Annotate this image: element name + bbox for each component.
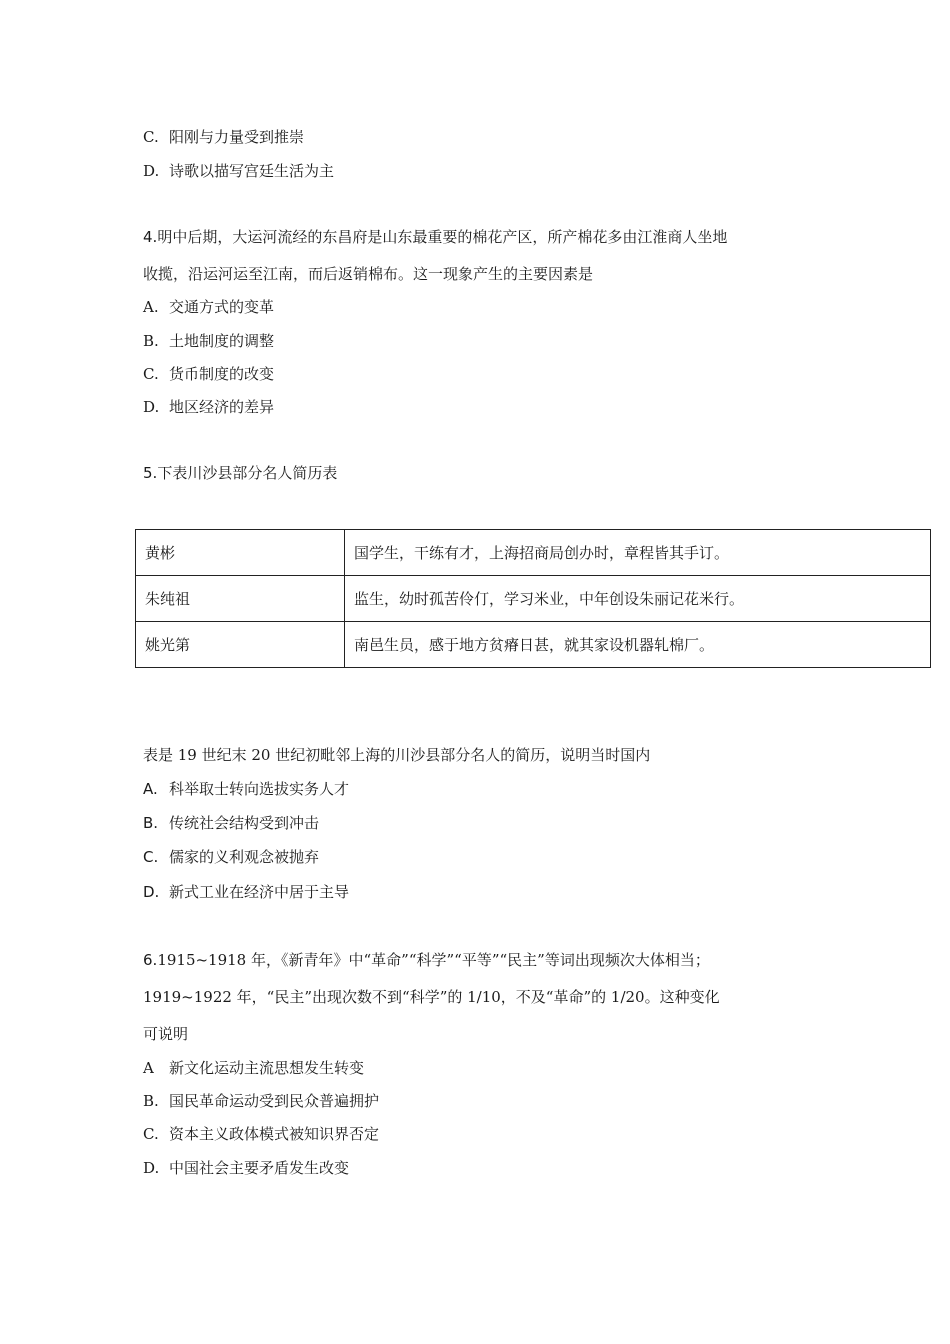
option-text: 资本主义政体模式被知识界否定 — [169, 1125, 380, 1143]
question-stem: 下表川沙县部分名人简历表 — [157, 464, 338, 482]
q4-option-d — [143, 397, 274, 417]
option-text: 货币制度的改变 — [169, 365, 275, 383]
option-text: 国民革命运动受到民众普遍拥护 — [169, 1092, 380, 1110]
q5-followup: 表是 19 世纪末 20 世纪初毗邻上海的川沙县部分名人的简历，说明当时国内 — [143, 746, 651, 764]
q6-option-a — [143, 1058, 364, 1078]
option-letter: A. — [143, 298, 159, 316]
question-number: 5. — [143, 464, 158, 482]
biography-table — [135, 529, 931, 668]
option-letter: B. — [143, 1092, 159, 1110]
q6-option-c — [143, 1124, 379, 1144]
option-text: 中国社会主要矛盾发生改变 — [169, 1159, 350, 1177]
option-text: 诗歌以描写宫廷生活为主 — [169, 162, 335, 180]
option-text: 传统社会结构受到冲击 — [169, 814, 320, 832]
table-cell-bio: 监生，幼时孤苦伶仃，学习米业，中年创设朱丽记花米行。 — [345, 576, 931, 622]
question-stem: 1915~1918 年，《新青年》中“革命”“科学”“平等”“民主”等词出现频次大体相当； — [157, 951, 710, 969]
option-text: 阳刚与力量受到推崇 — [169, 128, 305, 146]
option-letter: A. — [143, 780, 158, 798]
option-letter: C. — [143, 365, 159, 383]
table-cell-name: 黄彬 — [136, 530, 345, 576]
option-letter: B. — [143, 814, 159, 832]
table-cell-name: 朱纯祖 — [136, 576, 345, 622]
table-cell-bio: 国学生，干练有才，上海招商局创办时，章程皆其手订。 — [345, 530, 931, 576]
table-row — [136, 622, 931, 668]
option-text: 新式工业在经济中居于主导 — [169, 883, 350, 901]
option-text: 科举取士转向选拔实务人才 — [169, 780, 350, 798]
q5-stem — [143, 463, 337, 483]
table-row — [136, 530, 931, 576]
option-letter: D. — [143, 398, 160, 416]
option-letter: D. — [143, 883, 160, 901]
q6-option-d — [143, 1158, 349, 1178]
option-letter: D. — [143, 162, 160, 180]
table-cell-bio: 南邑生员，感于地方贫瘠日甚，就其家设机器轧棉厂。 — [345, 622, 931, 668]
table-cell-name: 姚光第 — [136, 622, 345, 668]
option-letter: A — [143, 1059, 154, 1077]
q3-option-d — [143, 161, 334, 181]
option-letter: C. — [143, 1125, 159, 1143]
q4-option-c — [143, 364, 274, 384]
option-text: 地区经济的差异 — [169, 398, 275, 416]
option-letter: C. — [143, 128, 159, 146]
option-text: 交通方式的变革 — [169, 298, 275, 316]
question-number: 6. — [143, 951, 158, 969]
q6-option-b — [143, 1091, 379, 1111]
q5-option-d — [143, 882, 349, 902]
option-text: 儒家的义利观念被抛弃 — [169, 848, 320, 866]
option-text: 土地制度的调整 — [169, 332, 275, 350]
q4-option-b — [143, 331, 274, 351]
q6-stem-line2: 1919~1922 年，“民主”出现次数不到“科学”的 1/10，不及“革命”的 1/20。这种变化 — [143, 988, 720, 1006]
q3-option-c — [143, 127, 304, 147]
option-text: 新文化运动主流思想发生转变 — [169, 1059, 365, 1077]
table-row — [136, 576, 931, 622]
option-letter: C. — [143, 848, 159, 866]
question-stem: 明中后期，大运河流经的东昌府是山东最重要的棉花产区，所产棉花多由江淮商人坐地 — [157, 228, 728, 246]
option-letter: B. — [143, 332, 159, 350]
q5-option-a — [143, 779, 349, 799]
q4-stem-line2: 收揽，沿运河运至江南，而后返销棉布。这一现象产生的主要因素是 — [143, 265, 594, 283]
q6-stem-line3: 可说明 — [143, 1025, 189, 1043]
q4-stem-line1 — [143, 227, 727, 247]
q6-stem-line1 — [143, 950, 710, 970]
question-number: 4. — [143, 228, 158, 246]
option-letter: D. — [143, 1159, 160, 1177]
q5-option-c — [143, 847, 319, 867]
q5-option-b — [143, 813, 319, 833]
q4-option-a — [143, 297, 274, 317]
